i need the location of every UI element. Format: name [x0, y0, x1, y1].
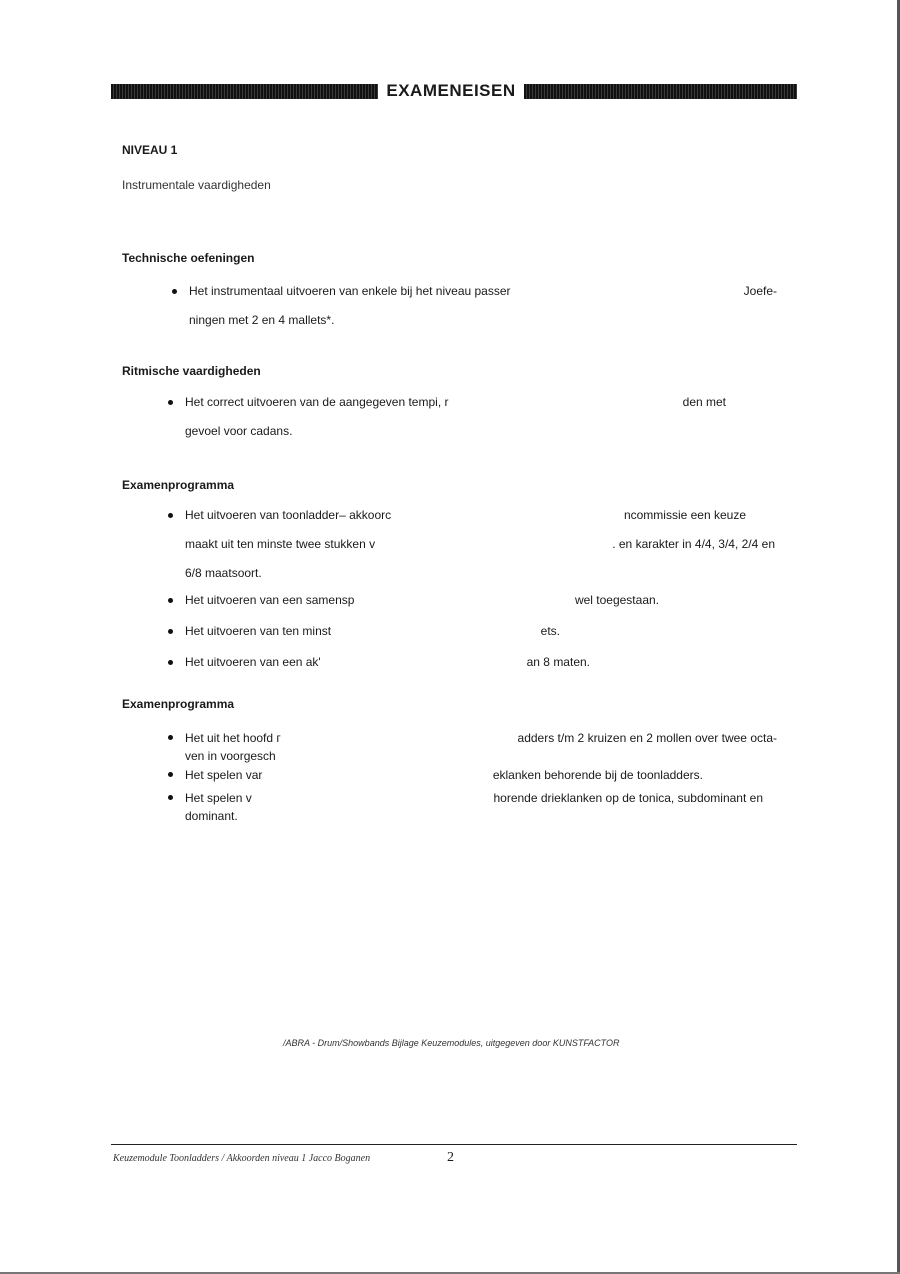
- page-title: EXAMENEISEN: [386, 81, 516, 100]
- section-title-technische: Technische oefeningen: [122, 251, 255, 265]
- text-fragment: ncommissie een keuze: [623, 508, 746, 522]
- text-fragment: wel toegestaan.: [574, 593, 659, 607]
- list-item: [185, 729, 777, 765]
- text-fragment: den met: [682, 395, 726, 409]
- text-line: 6/8 maatsoort.: [185, 566, 262, 580]
- list-item: [185, 617, 560, 646]
- list-item: [185, 766, 703, 784]
- bullet-icon: [168, 795, 173, 800]
- text-fragment: Het uitvoeren van toonladder– akkoorc: [185, 508, 392, 522]
- level-heading: NIVEAU 1: [122, 143, 178, 157]
- section-title-examenprogramma-2: Examenprogramma: [122, 697, 235, 711]
- page-number: 2: [447, 1150, 454, 1165]
- bullet-icon: [168, 660, 173, 665]
- section-title-examenprogramma-1: Examenprogramma: [122, 478, 235, 492]
- bullet-icon: [168, 629, 173, 634]
- list-item: [185, 388, 726, 446]
- text-fragment: Het spelen var: [185, 768, 263, 782]
- text-line: ven in voorgesch: [185, 749, 276, 763]
- header-bar-left: [111, 84, 378, 99]
- text-fragment: Het instrumentaal uitvoeren van enkele bij het niveau passer: [189, 284, 511, 298]
- text-fragment: Het uitvoeren van ten minst: [185, 624, 332, 638]
- list-item: [185, 586, 659, 615]
- text-fragment: Het correct uitvoeren van de aangegeven tempi, r: [185, 395, 449, 409]
- footer-document-title: Keuzemodule Toonladders / Akkoorden niveau 1 Jacco Boganen: [113, 1153, 371, 1164]
- list-item: [185, 501, 775, 588]
- subtitle: Instrumentale vaardigheden: [122, 178, 271, 192]
- text-fragment: adders t/m 2 kruizen en 2 mollen over twee octa-: [517, 731, 777, 745]
- text-line: dominant.: [185, 809, 238, 823]
- footer-note: /ABRA - Drum/Showbands Bijlage Keuzemodules, uitgegeven door KUNSTFACTOR: [283, 1038, 620, 1048]
- text-fragment: Het uitvoeren van een ak': [185, 655, 321, 669]
- header-banner: [111, 82, 797, 102]
- list-item: [189, 277, 777, 335]
- bullet-icon: [168, 772, 173, 777]
- text-fragment: Joefe-: [743, 284, 777, 298]
- text-fragment: eklanken behorende bij de toonladders.: [492, 768, 703, 782]
- text-fragment: horende drieklanken op de tonica, subdominant en: [493, 791, 763, 805]
- bullet-icon: [168, 513, 173, 518]
- bullet-icon: [168, 598, 173, 603]
- header-bar-right: [524, 84, 797, 99]
- text-fragment: Het uitvoeren van een samensр: [185, 593, 355, 607]
- text-line: gevoel voor cadans.: [185, 424, 293, 438]
- list-item: [185, 648, 590, 677]
- bullet-icon: [172, 289, 177, 294]
- text-fragment: maakt uit ten minste twee stukken v: [185, 537, 376, 551]
- text-fragment: Het uit het hoofd г: [185, 731, 281, 745]
- text-line: ningen met 2 en 4 mallets*.: [189, 313, 335, 327]
- list-item: [185, 789, 763, 825]
- section-title-ritmische: Ritmische vaardigheden: [122, 364, 261, 378]
- footer-divider: [111, 1144, 797, 1145]
- text-fragment: . en karakter in 4/4, 3/4, 2/4 en: [612, 537, 775, 551]
- bullet-icon: [168, 400, 173, 405]
- text-fragment: Het spelen v: [185, 791, 252, 805]
- bullet-icon: [168, 735, 173, 740]
- text-fragment: an 8 maten.: [526, 655, 590, 669]
- text-fragment: ets.: [540, 624, 560, 638]
